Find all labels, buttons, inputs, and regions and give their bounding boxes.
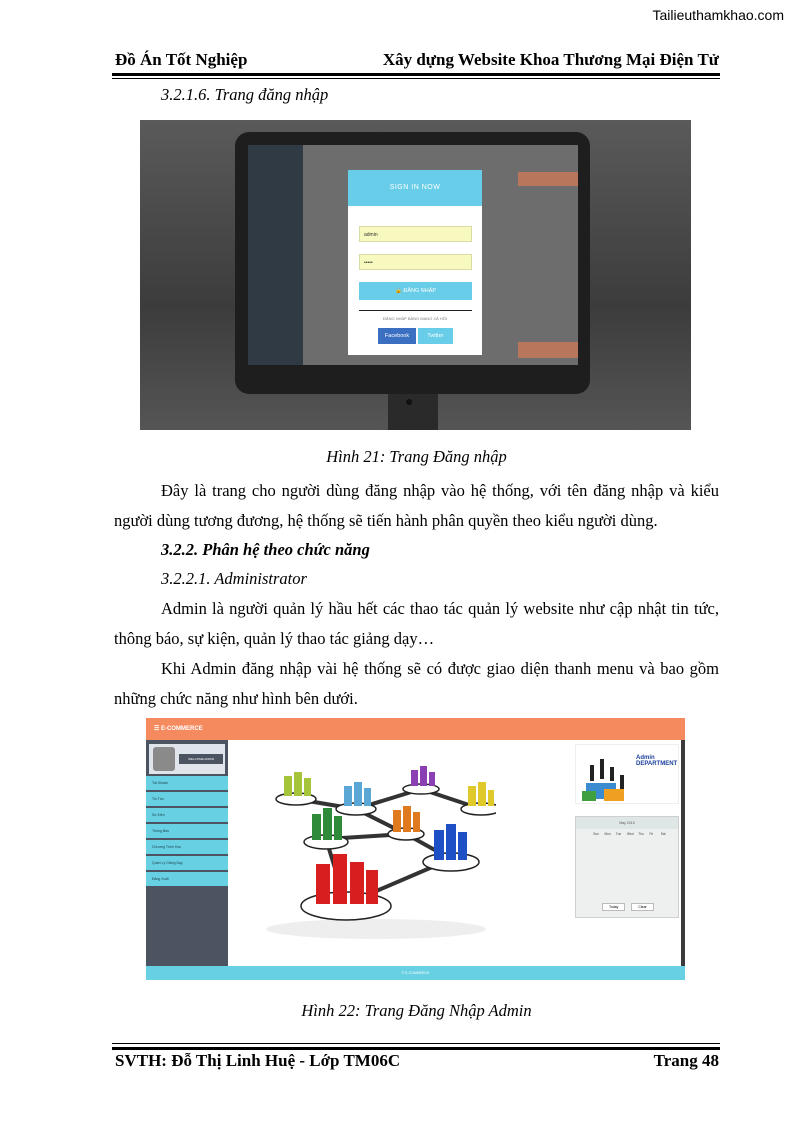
login-screenshot	[140, 120, 691, 430]
section-3216-heading: 3.2.1.6. Trang đăng nhập	[161, 85, 329, 104]
calendar-day-name: Sun	[593, 832, 599, 836]
dim-orange-block-2	[518, 342, 578, 358]
username-input[interactable]: admin	[359, 226, 472, 242]
menu-icon: ☰	[154, 726, 162, 732]
calendar-month: May 2015	[576, 817, 678, 829]
header-rule-thick	[112, 73, 720, 76]
page-header	[115, 50, 719, 70]
menu-item-logout[interactable]: Đăng Xuất	[146, 872, 228, 888]
menu-item-teaching[interactable]: Quản Lý Giảng Dạy	[146, 856, 228, 872]
calendar-day-name: Thu	[638, 832, 644, 836]
calendar-day-name: Fri	[649, 832, 654, 836]
footer-rule-thick	[112, 1047, 720, 1050]
admin-department-art	[576, 745, 678, 803]
login-button-label: ĐĂNG NHẬP	[403, 288, 437, 294]
footer-rule-thin	[112, 1043, 720, 1044]
figure21-caption: Hình 21: Trang Đăng nhập	[326, 447, 507, 466]
paragraph-admin: Admin là người quản lý hầu hết các thao tác quản lý website như cập nhật tin tức, thông báo, sự kiện, quản lý thao tác giảng dạy…	[114, 599, 719, 648]
apple-logo-icon: ●	[405, 395, 414, 410]
menu-item-curriculum[interactable]: Chương Trình Học	[146, 840, 228, 856]
paragraph-admin-menu: Khi Admin đăng nhập vài hệ thống sẽ có được giao diện thanh menu và bao gồm những chức năng như hình bên dưới.	[114, 659, 719, 708]
section-322-heading: 3.2.2. Phân hệ theo chức năng	[161, 540, 370, 559]
calendar-grid	[576, 829, 678, 839]
calendar-day-name: Tue	[615, 832, 622, 836]
calendar-day-name: Mon	[604, 832, 611, 836]
login-title: SIGN IN NOW	[348, 170, 482, 206]
calendar-widget	[575, 816, 679, 918]
page-footer	[115, 1051, 719, 1071]
admin-menu	[146, 776, 228, 888]
watermark: Tailieuthamkhao.com	[652, 7, 784, 23]
section-3221-heading: 3.2.2.1. Administrator	[161, 569, 307, 588]
lock-icon: 🔒	[394, 288, 402, 294]
app-title: E-COMMERCE	[161, 726, 203, 732]
admin-sidebar	[146, 740, 228, 966]
social-login-text: ĐĂNG NHẬP BẰNG MẠNG XÃ HỘI	[383, 316, 447, 321]
calendar-buttons	[602, 903, 654, 911]
menu-item-events[interactable]: Sự Kiện	[146, 808, 228, 824]
twitter-button[interactable]: Twitter	[418, 328, 453, 344]
calendar-day-name: Sat	[660, 832, 666, 836]
menu-item-news[interactable]: Tin Tức	[146, 792, 228, 808]
login-button[interactable]	[359, 282, 472, 300]
divider	[359, 310, 472, 311]
admin-department-image	[575, 744, 679, 804]
login-box	[348, 170, 482, 355]
admin-screenshot	[146, 718, 685, 980]
welcome-label: WELCOME ADMIN	[179, 754, 223, 764]
menu-item-notices[interactable]: Thông Báo	[146, 824, 228, 840]
admin-footer: © E-COMMERCE	[146, 966, 685, 980]
facebook-button[interactable]: Facebook	[378, 328, 416, 344]
figure22-caption: Hình 22: Trang Đăng Nhập Admin	[301, 1001, 532, 1020]
calendar-day-name: Wed	[627, 832, 634, 836]
scrollbar[interactable]	[681, 740, 685, 966]
user-panel	[149, 744, 225, 774]
today-button[interactable]: Today	[602, 903, 625, 911]
header-rule-thin	[112, 78, 720, 79]
admin-department-label: Admin DEPARTMENT	[636, 755, 678, 767]
dim-sidebar	[248, 145, 303, 365]
dim-orange-block	[518, 172, 578, 186]
header-right: Xây dựng Website Khoa Thương Mại Điện Tử	[382, 50, 719, 69]
avatar	[153, 747, 175, 771]
header-left: Đồ Án Tốt Nghiệp	[115, 50, 248, 69]
menu-item-accounts[interactable]: Tài Khoản	[146, 776, 228, 792]
clear-button[interactable]: Clear	[631, 903, 653, 911]
admin-topbar	[146, 718, 685, 740]
password-input[interactable]: •••••	[359, 254, 472, 270]
calendar-week-col	[582, 832, 593, 836]
network-people-illustration	[256, 754, 496, 944]
footer-right: Trang 48	[653, 1051, 719, 1070]
paragraph-login: Đây là trang cho người dùng đăng nhập vào hệ thống, với tên đăng nhập và kiểu người dùng tương đương, hệ thống sẽ tiến hành phân quyền theo kiểu người dùng.	[114, 481, 719, 530]
footer-left: SVTH: Đỗ Thị Linh Huệ - Lớp TM06C	[115, 1051, 401, 1070]
